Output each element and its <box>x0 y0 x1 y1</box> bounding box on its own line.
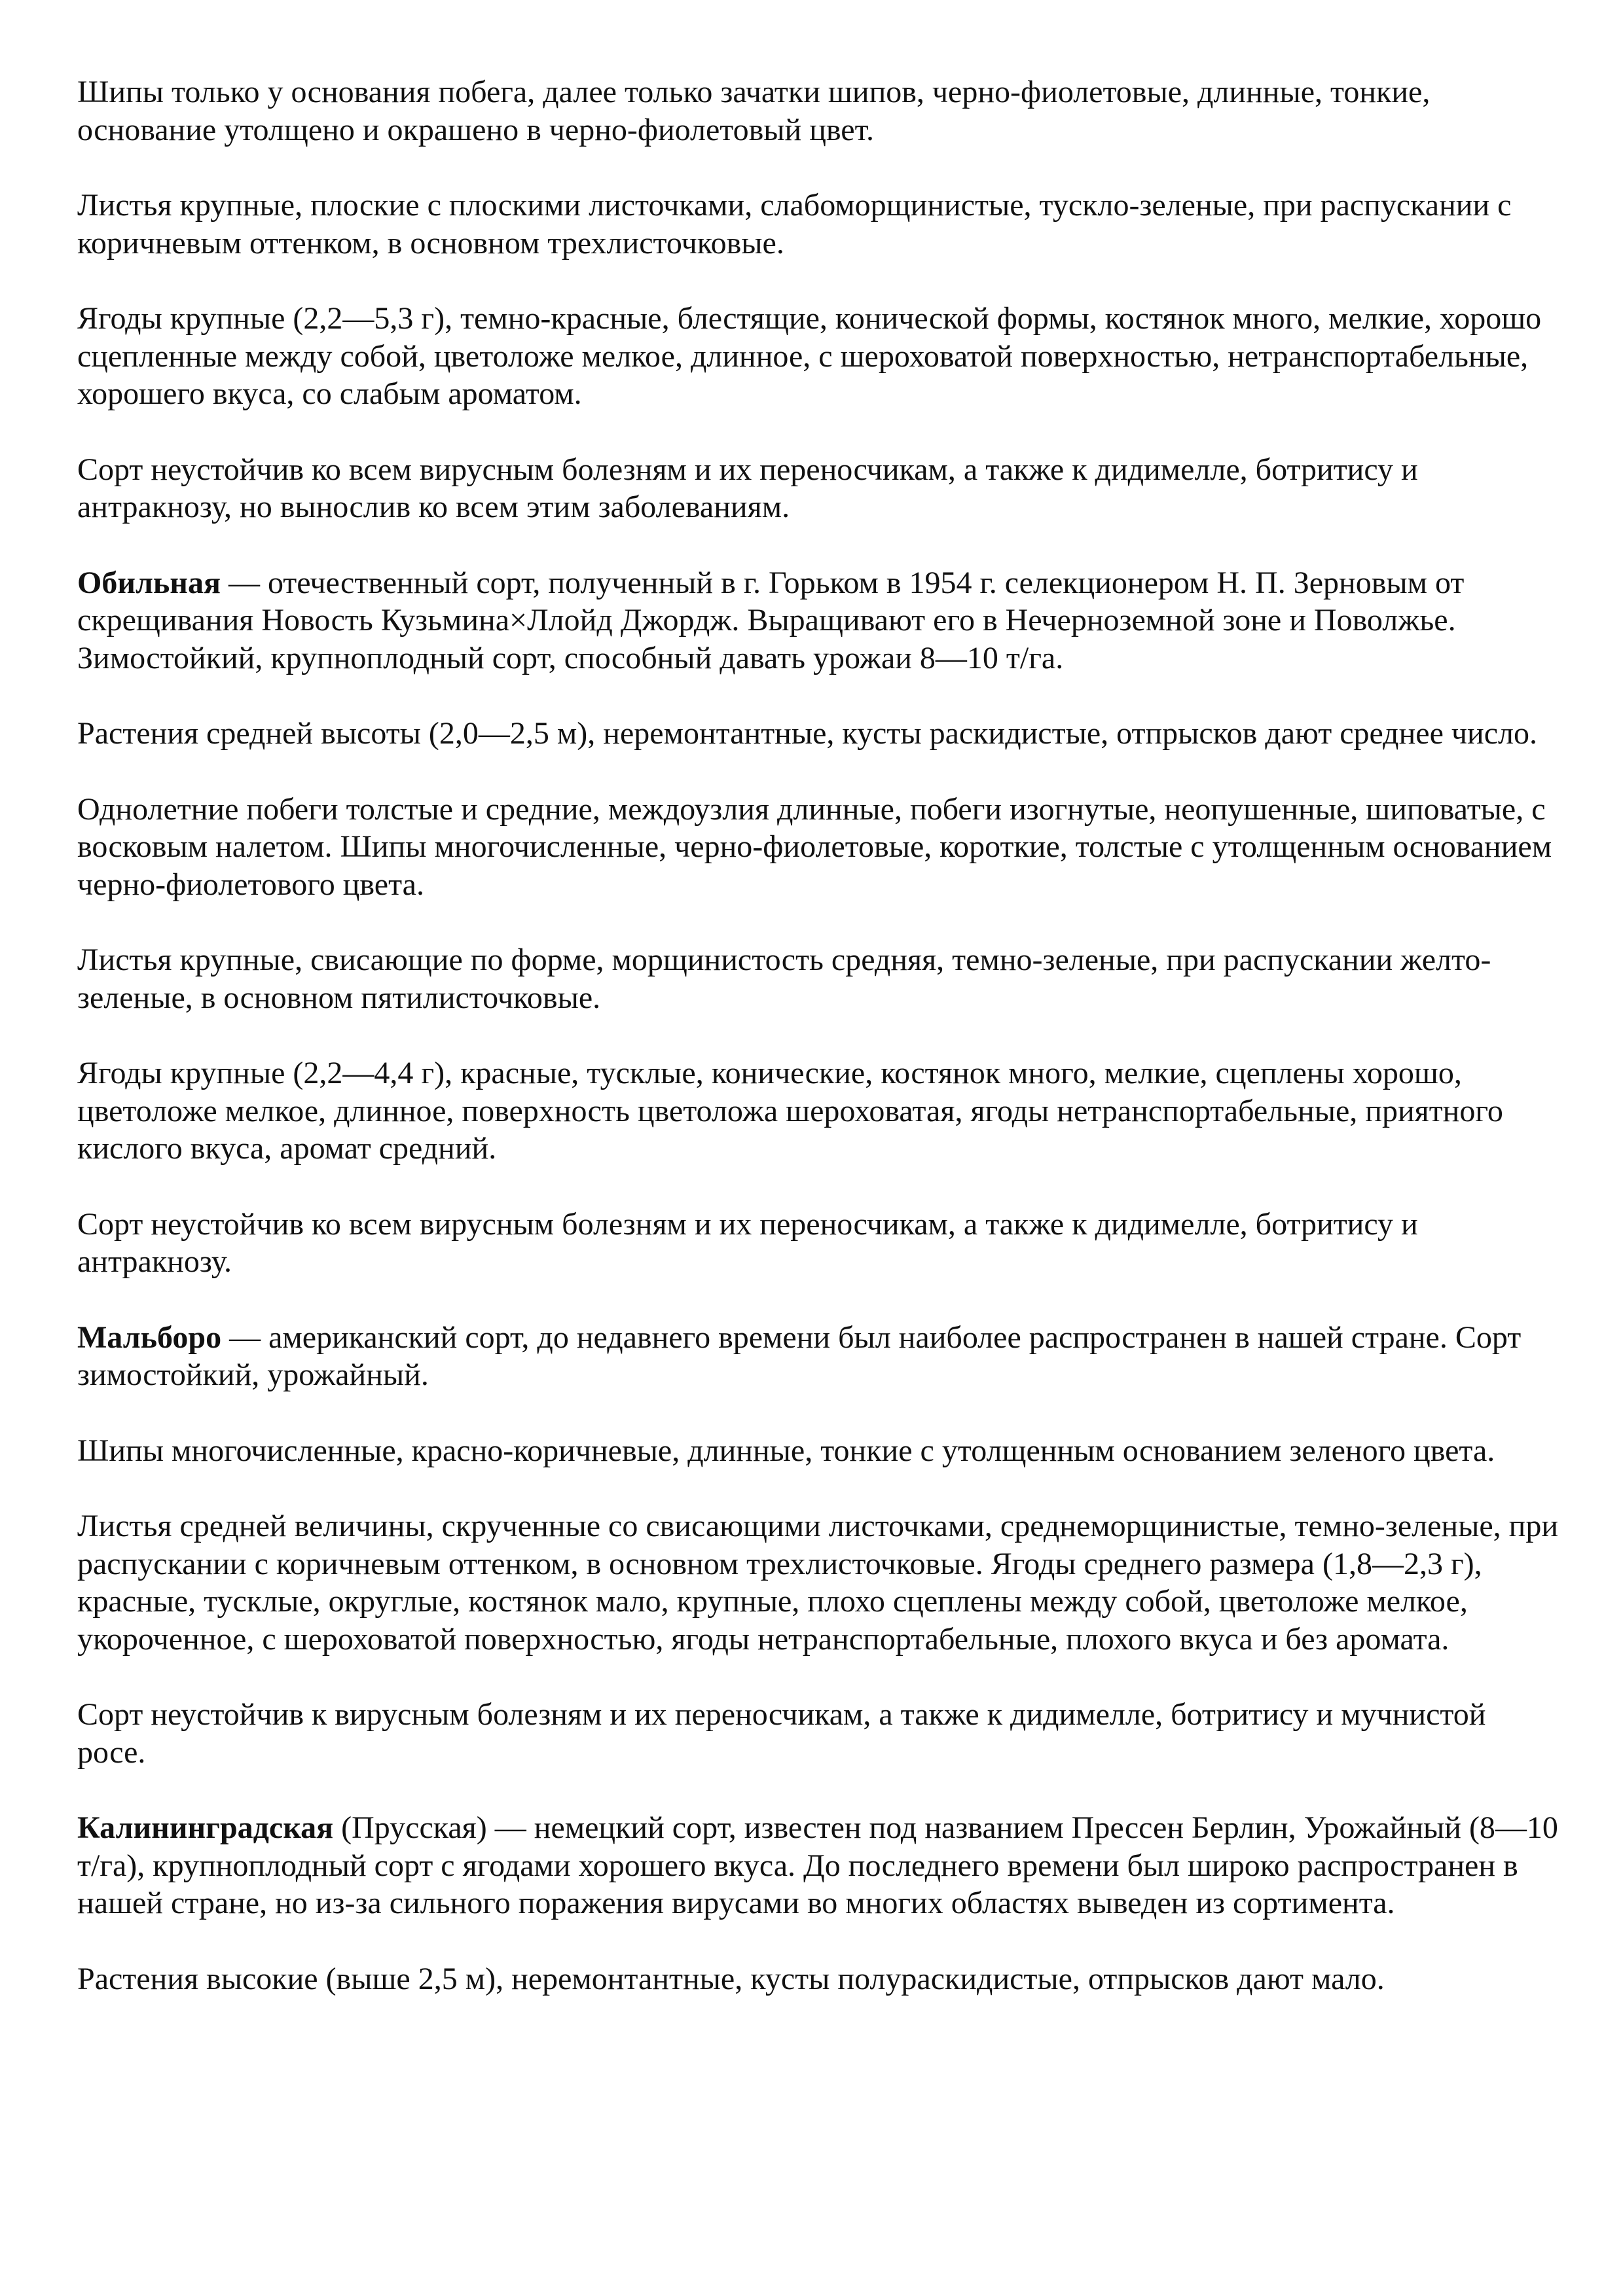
paragraph-12-text: Шипы многочисленные, красно-коричневые, длинные, тонкие с утолщенным основанием зеленого цвета. <box>77 1433 1495 1468</box>
paragraph-3-text: Ягоды крупные (2,2—5,3 г), темно-красные, блестящие, конической формы, костянок много, мелкие, хорошо сцепленные между собой, цветоложе мелкое, длинное, с шероховатой поверхностью, нетранспортабельные, хорошего вкуса, со слабым ароматом. <box>77 301 1542 411</box>
paragraph-5-text: — отечественный сорт, полученный в г. Горьком в 1954 г. селекционером Н. П. Зерновым от скрещивания Новость Кузьмина×Ллойд Джордж. Выращивают его в Нечерноземной зоне и Поволжье. Зимостойкий, крупноплодный сорт, способный давать урожаи 8—10 т/га. <box>77 565 1465 675</box>
paragraph-9 <box>77 1054 1560 1168</box>
paragraph-1-text: Шипы только у основания побега, далее только зачатки шипов, черно-фиолетовые, длинные, тонкие, основание утолщено и окрашено в черно-фиолетовый цвет. <box>77 75 1431 147</box>
paragraph-9-text: Ягоды крупные (2,2—4,4 г), красные, тусклые, конические, костянок много, мелкие, сцеплены хорошо, цветоложе мелкое, длинное, поверхность цветоложа шероховатая, ягоды нетранспортабельные, приятного кислого вкуса, аромат средний. <box>77 1056 1503 1166</box>
paragraph-1 <box>77 73 1560 149</box>
paragraph-7 <box>77 791 1560 904</box>
paragraph-13-text: Листья средней величины, скрученные со свисающими листочками, среднеморщинистые, темно-зеленые, при распускании с коричневым оттенком, в основном трехлисточковые. Ягоды среднего размера (1,8—2,3 г), красные, тусклые, округлые, костянок мало, крупные, плохо сцеплены между собой, цветоложе мелкое, укороченное, с шероховатой поверхностью, ягоды нетранспортабельные, плохого вкуса и без аромата. <box>77 1509 1558 1657</box>
variety-name-malboro: Мальборо <box>77 1319 222 1355</box>
paragraph-13 <box>77 1507 1560 1658</box>
paragraph-14-text: Сорт неустойчив к вирусным болезням и их переносчикам, а также к дидимелле, ботритису и мучнистой росе. <box>77 1697 1486 1770</box>
paragraph-variety-kaliningradskaya <box>77 1809 1560 1922</box>
paragraph-8 <box>77 941 1560 1016</box>
paragraph-3 <box>77 300 1560 413</box>
paragraph-2 <box>77 187 1560 262</box>
variety-name-kaliningradskaya: Калининградская <box>77 1810 334 1845</box>
paragraph-16-text: Растения высокие (выше 2,5 м), неремонтантные, кусты полураскидистые, отпрысков дают мало. <box>77 1961 1385 1996</box>
paragraph-variety-obilnaya <box>77 564 1560 677</box>
paragraph-7-text: Однолетние побеги толстые и средние, междоузлия длинные, побеги изогнутые, неопушенные, шиповатые, с восковым налетом. Шипы многочисленные, черно-фиолетовые, короткие, толстые с утолщенным основанием черно-фиолетового цвета. <box>77 791 1552 902</box>
paragraph-variety-malboro <box>77 1319 1560 1394</box>
paragraph-15-text: (Прусская) — немецкий сорт, известен под названием Прессен Берлин, Урожайный (8—10 т/га), крупноплодный сорт с ягодами хорошего вкуса. До последнего времени был широко распространен в нашей стране, но из-за сильного поражения вирусами во многих областях выведен из сортимента. <box>77 1810 1558 1920</box>
document-page <box>77 73 1560 2036</box>
paragraph-11-text: — американский сорт, до недавнего времени был наиболее распространен в нашей стране. Сорт зимостойкий, урожайный. <box>77 1319 1522 1392</box>
paragraph-4 <box>77 451 1560 526</box>
paragraph-14 <box>77 1696 1560 1771</box>
paragraph-2-text: Листья крупные, плоские с плоскими листочками, слабоморщинистые, тускло-зеленые, при распускании с коричневым оттенком, в основном трехлисточковые. <box>77 188 1512 260</box>
variety-name-obilnaya: Обильная <box>77 565 221 600</box>
paragraph-6-text: Растения средней высоты (2,0—2,5 м), неремонтантные, кусты раскидистые, отпрысков дают среднее число. <box>77 716 1537 751</box>
paragraph-12 <box>77 1432 1560 1470</box>
paragraph-10-text: Сорт неустойчив ко всем вирусным болезням и их переносчикам, а также к дидимелле, ботритису и антракнозу. <box>77 1206 1418 1279</box>
paragraph-16 <box>77 1960 1560 1998</box>
paragraph-4-text: Сорт неустойчив ко всем вирусным болезням и их переносчикам, а также к дидимелле, ботритису и антракнозу, но вынослив ко всем этим заболеваниям. <box>77 452 1418 524</box>
paragraph-10 <box>77 1206 1560 1281</box>
paragraph-6 <box>77 715 1560 753</box>
paragraph-8-text: Листья крупные, свисающие по форме, морщинистость средняя, темно-зеленые, при распускании желто-зеленые, в основном пятилисточковые. <box>77 942 1491 1015</box>
